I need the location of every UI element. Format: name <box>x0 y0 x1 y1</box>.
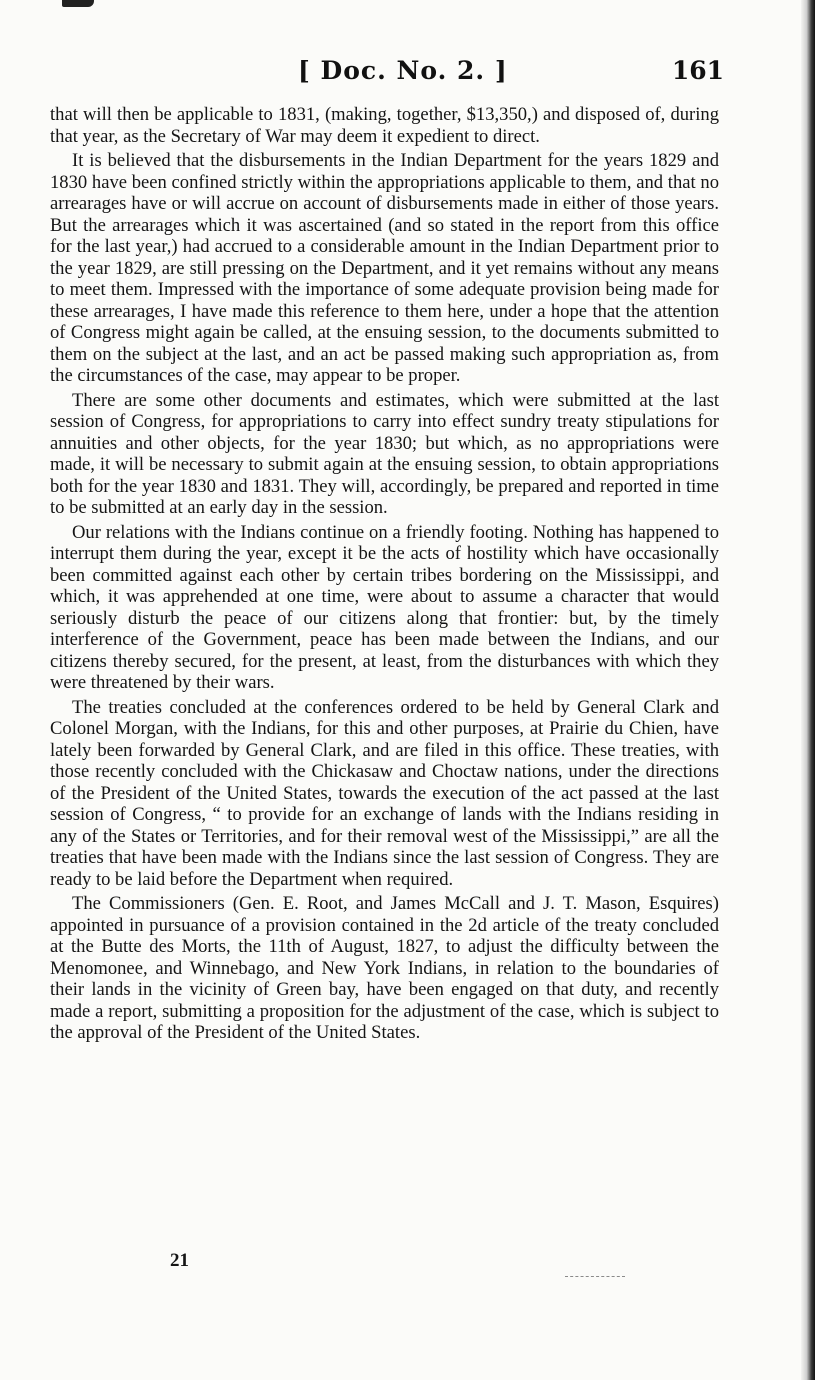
page-edge-shadow <box>801 0 815 1380</box>
document-number: [ Doc. No. 2. ] <box>298 56 508 85</box>
body-text <box>50 104 719 1047</box>
footer-rule <box>565 1276 625 1278</box>
signature-mark: 21 <box>170 1250 189 1271</box>
page-header <box>48 56 724 96</box>
paragraph: There are some other documents and estimates, which were submitted at the last session of Congress, for appropriations to carry into effect sundry treaty stipulations for annuities and other objects, for the year 1830; but which, as no appropriations were made, it will be necessary to submit again at the ensuing session, to obtain appropriations both for the year 1830 and 1831. They will, accordingly, be prepared and reported in time to be submitted at an early day in the session. <box>50 389 719 518</box>
paragraph: The treaties concluded at the conferences ordered to be held by General Clark and Colonel Morgan, with the Indians, for this and other purposes, at Prairie du Chien, have lately been forwarded by General Clark, and are filed in this office. These treaties, with those recently concluded with the Chickasaw and Choctaw nations, under the directions of the President of the United States, towards the execution of the act passed at the last session of Congress, “ to provide for an exchange of lands with the Indians residing in any of the States or Territories, and for their removal west of the Mississippi,” are all the treaties that have been made with the Indians since the last session of Congress. They are ready to be laid before the Department when required. <box>50 696 719 890</box>
paragraph: It is believed that the disbursements in the Indian Department for the years 1829 and 1830 have been confined strictly within the appropriations applicable to them, and that no arrearages have or will accrue on account of disbursements made in either of those years. But the arrearages which it was ascertained (and so stated in the report from this office for the last year,) had accrued to a considerable amount in the Indian Department prior to the year 1829, are still pressing on the Department, and it yet remains without any means to meet them. Impressed with the importance of some adequate provision being made for these arrearages, I have made this reference to them here, under a hope that the attention of Congress might again be called, at the ensuing session, to the documents submitted to them on the subject at the last, and an act be passed making such appropriation as, from the circumstances of the case, may appear to be proper. <box>50 150 719 386</box>
paragraph: that will then be applicable to 1831, (making, together, $13,350,) and disposed of, during that year, as the Secretary of War may deem it expedient to direct. <box>50 104 719 147</box>
binding-mark <box>62 0 94 7</box>
page-number: 161 <box>671 56 724 85</box>
paragraph: The Commissioners (Gen. E. Root, and James McCall and J. T. Mason, Esquires) appointed in pursuance of a provision contained in the 2d article of the treaty concluded at the Butte des Morts, the 11th of August, 1827, to adjust the difficulty between the Menomonee, and Winnebago, and New York Indians, in relation to the boundaries of their lands in the vicinity of Green bay, have been engaged on that duty, and recently made a report, submitting a proposition for the adjustment of the case, which is subject to the approval of the President of the United States. <box>50 893 719 1043</box>
paragraph: Our relations with the Indians continue on a friendly footing. Nothing has happened to interrupt them during the year, except it be the acts of hostility which have occasionally been committed against each other by certain tribes bordering on the Mississippi, and which, it was apprehended at one time, were about to assume a character that would seriously disturb the peace of our citizens along that frontier: but, by the timely interference of the Government, peace has been made between the Indians, and our citizens thereby secured, for the present, at least, from the disturbances with which they were threatened by their wars. <box>50 521 719 693</box>
